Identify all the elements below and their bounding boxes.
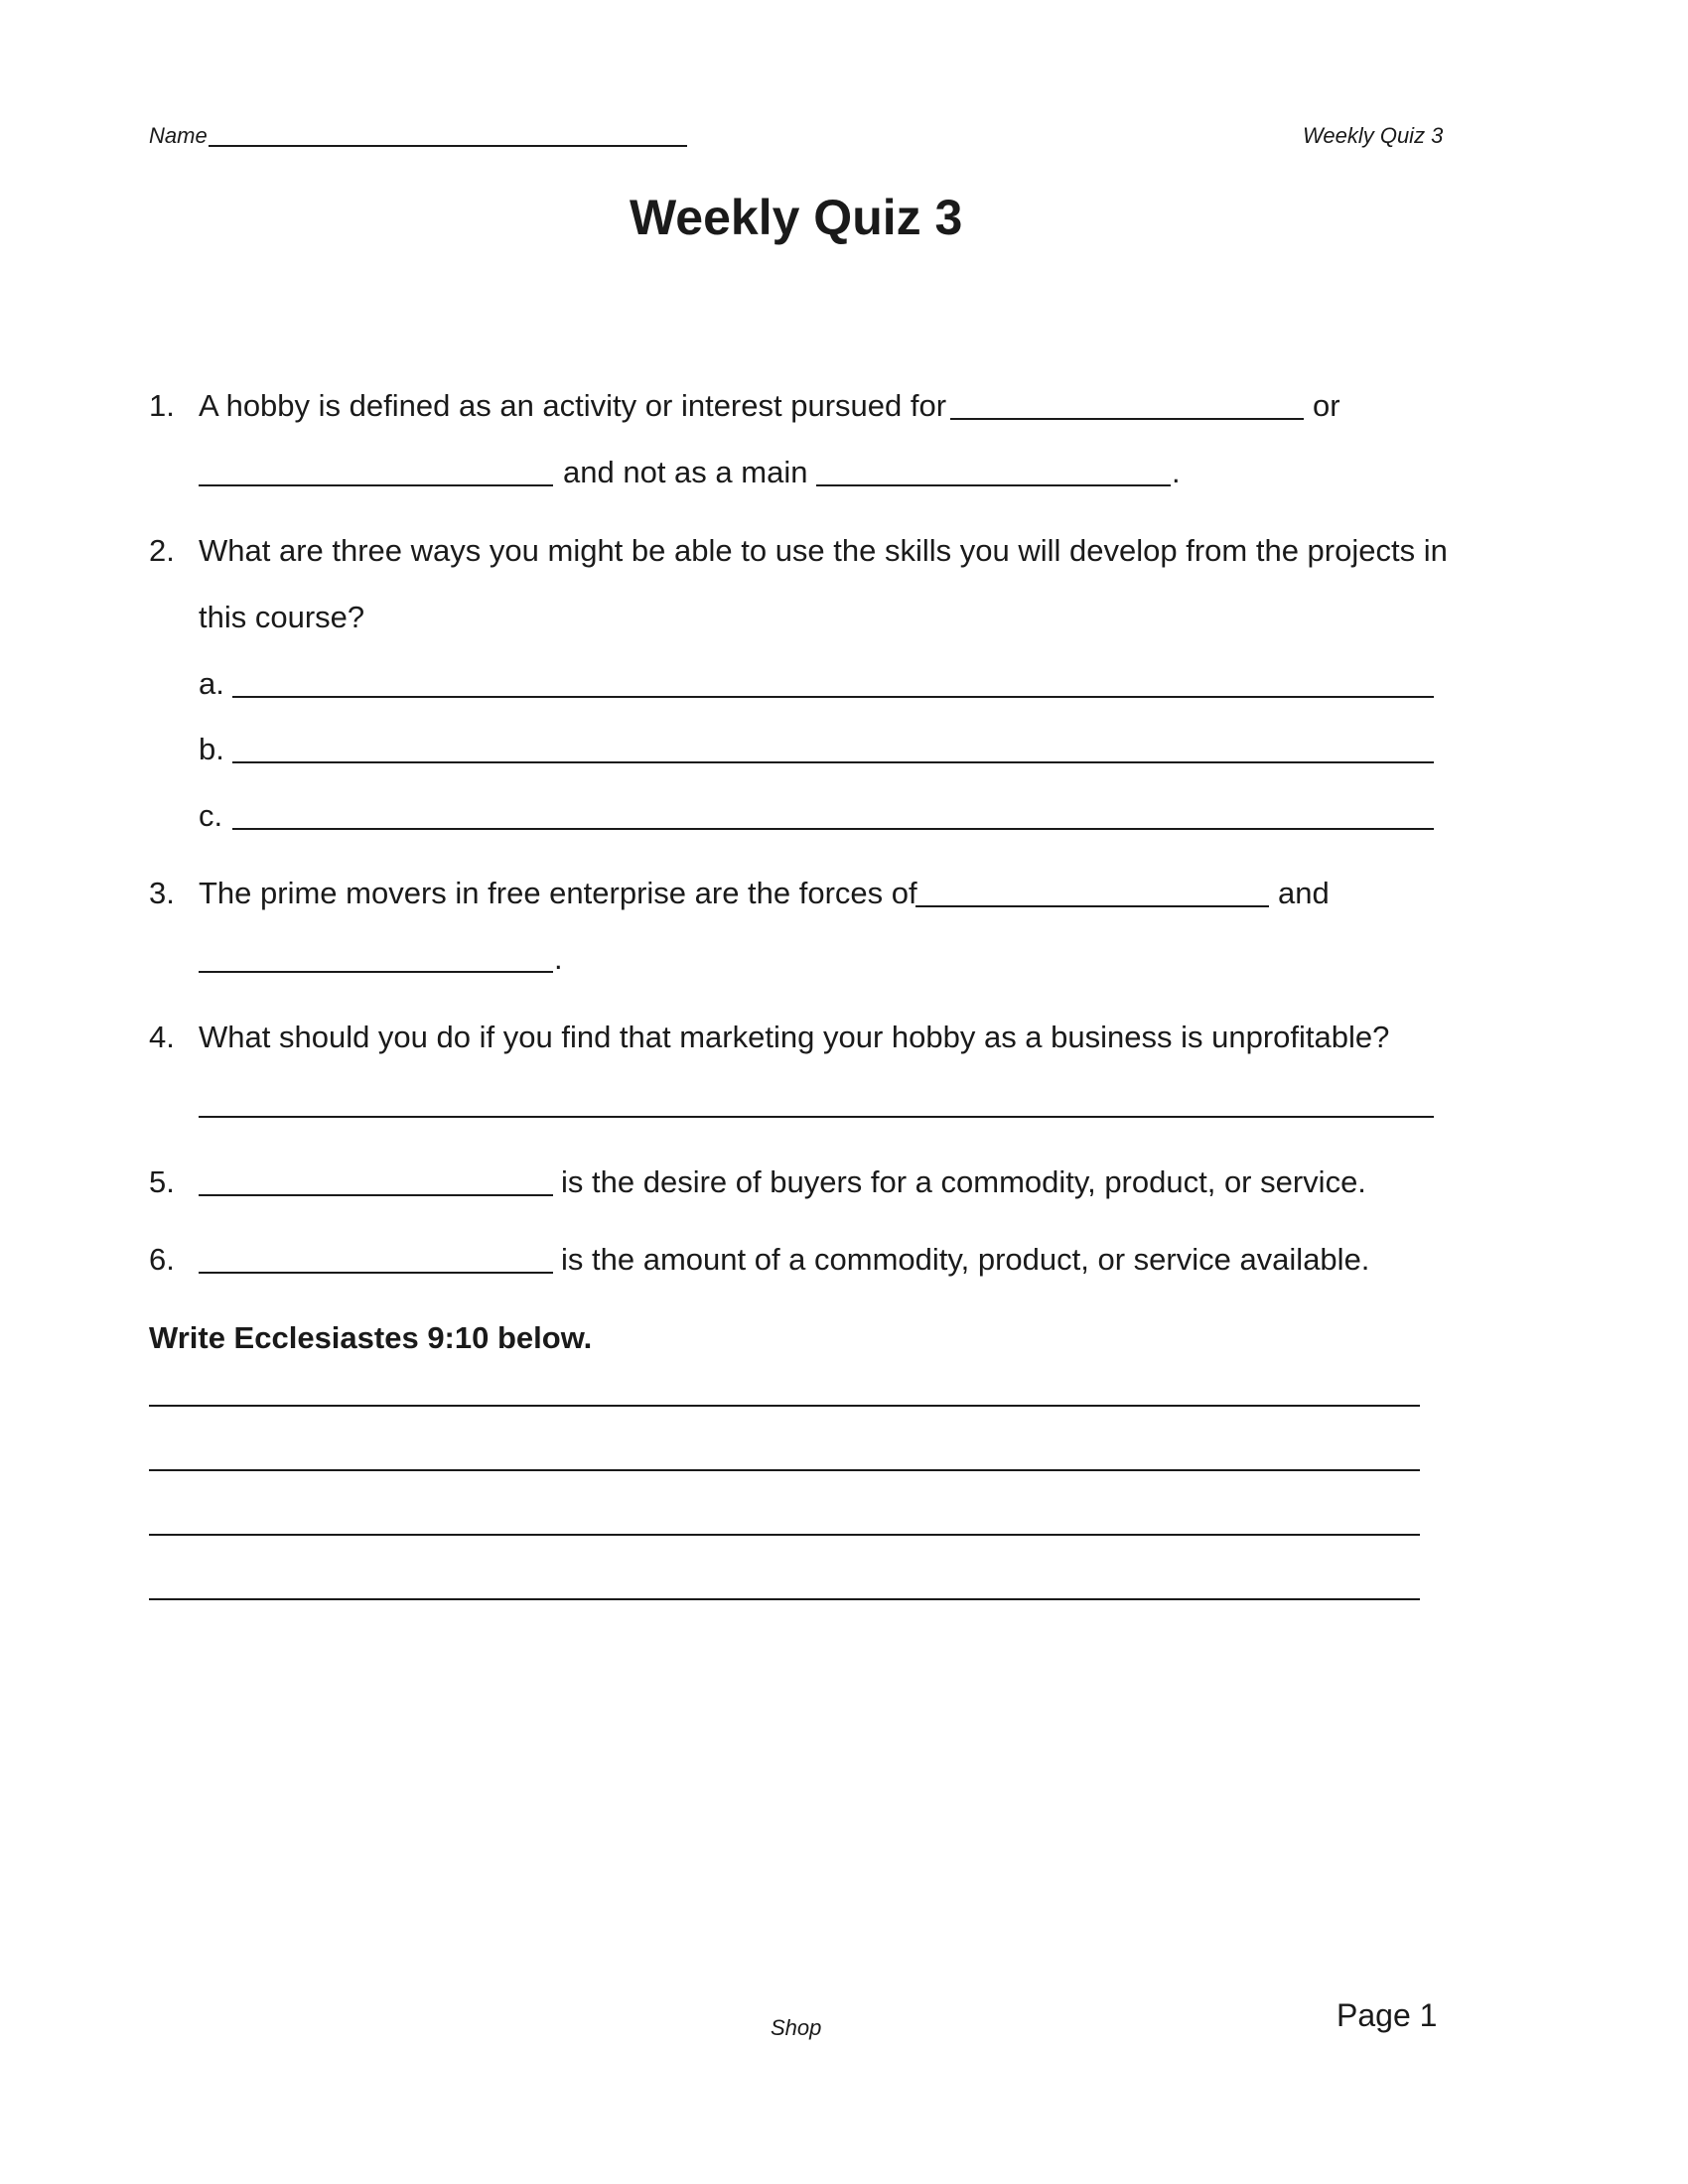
question-1-text-2: and not as a main xyxy=(563,455,808,489)
question-4-blank[interactable] xyxy=(199,1116,1434,1118)
scripture-line-3[interactable] xyxy=(149,1534,1420,1536)
question-1-blank-3[interactable] xyxy=(816,484,1171,486)
scripture-line-1[interactable] xyxy=(149,1405,1420,1407)
question-3-text: The prime movers in free enterprise are the forces of xyxy=(199,876,917,910)
question-4-text: What should you do if you find that marketing your hobby as a business is unprofitable? xyxy=(199,1020,1390,1054)
question-2-item-a-blank[interactable] xyxy=(232,696,1434,698)
question-1-blank-2[interactable] xyxy=(199,484,553,486)
question-2-item-c-label: c. xyxy=(199,798,223,833)
question-5-blank[interactable] xyxy=(199,1194,553,1196)
name-field[interactable] xyxy=(209,145,687,147)
question-3-blank-2[interactable] xyxy=(199,971,553,973)
question-2-item-b-label: b. xyxy=(199,732,224,766)
question-6-number: 6. xyxy=(149,1242,175,1277)
question-5-text: is the desire of buyers for a commodity, product, or service. xyxy=(561,1164,1366,1199)
question-2-text-2: this course? xyxy=(199,600,365,634)
question-3-period: . xyxy=(554,941,563,976)
scripture-line-2[interactable] xyxy=(149,1469,1420,1471)
question-1-period: . xyxy=(1172,455,1181,489)
page-number: Page 1 xyxy=(1336,1997,1438,2033)
question-3-and: and xyxy=(1278,876,1330,910)
question-5-number: 5. xyxy=(149,1164,175,1199)
header-quiz-label: Weekly Quiz 3 xyxy=(1303,123,1444,148)
question-3-number: 3. xyxy=(149,876,175,910)
page-title: Weekly Quiz 3 xyxy=(630,190,963,245)
question-2-number: 2. xyxy=(149,533,175,568)
question-2-item-a-label: a. xyxy=(199,666,224,701)
scripture-prompt: Write Ecclesiastes 9:10 below. xyxy=(149,1320,593,1355)
question-1-text: A hobby is defined as an activity or interest pursued for xyxy=(199,388,947,423)
question-4-number: 4. xyxy=(149,1020,175,1054)
question-2-item-c-blank[interactable] xyxy=(232,828,1434,830)
question-6-blank[interactable] xyxy=(199,1272,553,1274)
question-1-blank-1[interactable] xyxy=(950,418,1304,420)
question-6-text: is the amount of a commodity, product, or service available. xyxy=(561,1242,1370,1277)
question-2-item-b-blank[interactable] xyxy=(232,761,1434,763)
question-3-blank-1[interactable] xyxy=(915,905,1269,907)
question-1-number: 1. xyxy=(149,388,175,423)
footer-course: Shop xyxy=(771,2015,822,2040)
question-1-or: or xyxy=(1313,388,1340,423)
scripture-line-4[interactable] xyxy=(149,1598,1420,1600)
question-2-text: What are three ways you might be able to use the skills you will develop from the projects in xyxy=(199,533,1448,568)
name-label: Name xyxy=(149,123,208,148)
